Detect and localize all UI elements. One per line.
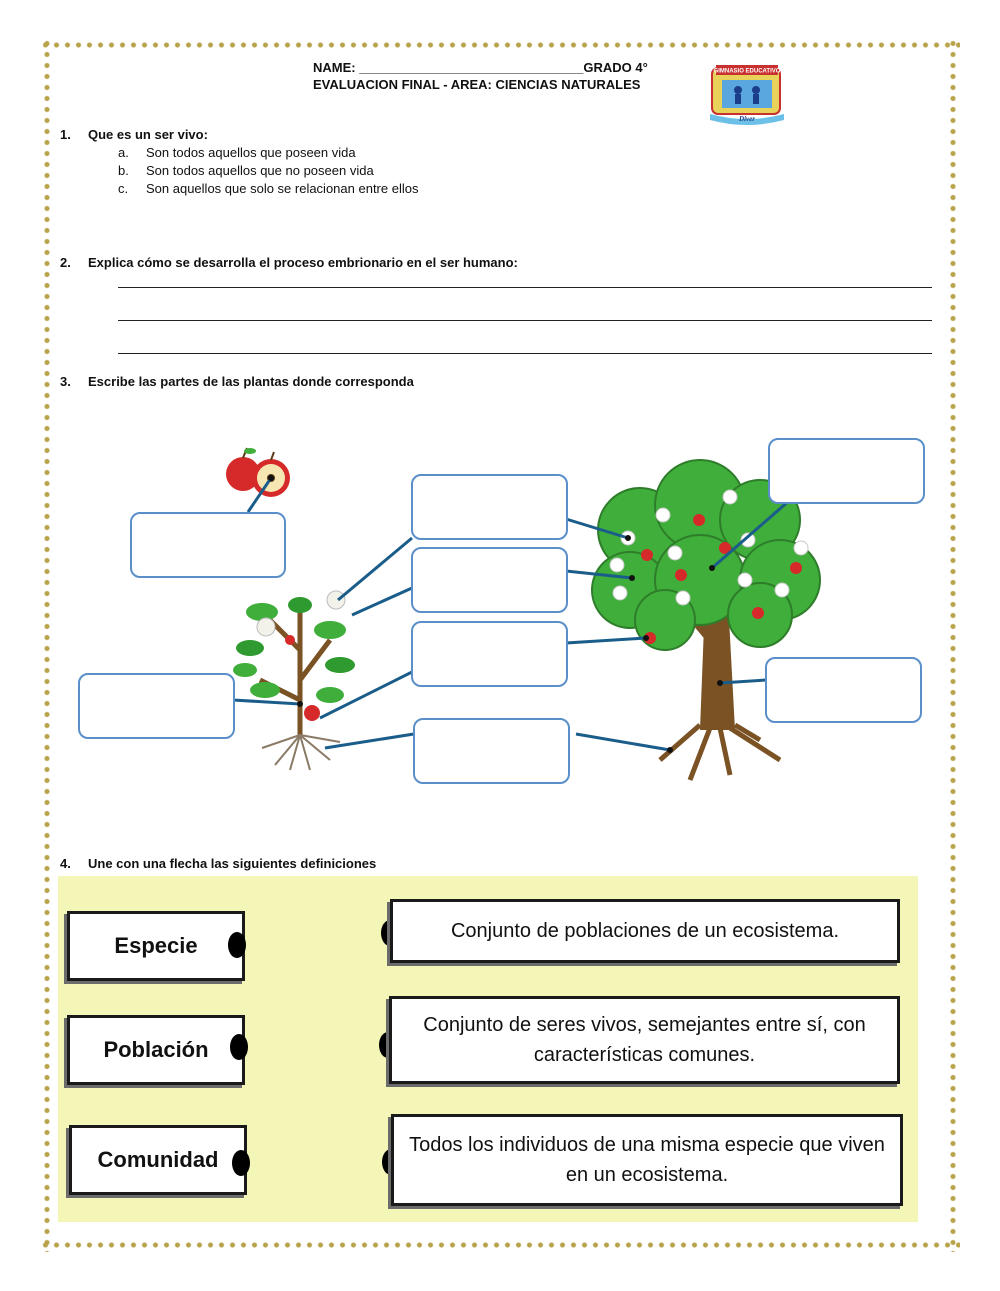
grade-label: GRADO 4° — [583, 60, 648, 75]
definition-3[interactable]: Todos los individuos de una misma especie que viven en un ecosistema. — [391, 1114, 903, 1206]
definition-1[interactable]: Conjunto de poblaciones de un ecosistema. — [390, 899, 900, 963]
plant-label-box-branch[interactable] — [768, 438, 925, 504]
q1-option-b-text[interactable]: Son todos aquellos que no poseen vida — [146, 163, 374, 178]
q1-option-b-letter: b. — [118, 163, 129, 178]
logo-text-top: GIMNASIO EDUCATIVO — [713, 68, 781, 75]
tree-illustration — [592, 460, 820, 780]
q2-number: 2. — [60, 255, 71, 270]
q1-option-a-text[interactable]: Son todos aquellos que poseen vida — [146, 145, 356, 160]
plant-label-box-3[interactable] — [411, 621, 568, 687]
q3-number: 3. — [60, 374, 71, 389]
term-especie-dot[interactable] — [228, 932, 246, 958]
term-poblacion-dot[interactable] — [230, 1034, 248, 1060]
plant-label-box-2[interactable] — [411, 547, 568, 613]
definition-2[interactable]: Conjunto de seres vivos, semejantes entre sí, con características comunes. — [389, 996, 900, 1084]
q1-option-a-letter: a. — [118, 145, 129, 160]
plant-label-box-trunk[interactable] — [765, 657, 922, 723]
plant-label-box-root[interactable] — [78, 673, 235, 739]
logo-text-bottom: Diver — [739, 115, 755, 123]
name-blank[interactable]: _______________________________ — [359, 60, 584, 75]
page-border-bottom — [40, 1238, 960, 1252]
apple-fruit-illustration — [226, 448, 290, 497]
q1-number: 1. — [60, 127, 71, 142]
term-comunidad-dot[interactable] — [232, 1150, 250, 1176]
plant-label-box-fruit[interactable] — [130, 512, 286, 578]
q1-question: Que es un ser vivo: — [88, 127, 208, 142]
q3-question: Escribe las partes de las plantas donde corresponda — [88, 374, 414, 389]
plant-label-box-4[interactable] — [413, 718, 570, 784]
name-label: NAME: — [313, 60, 356, 75]
q1-option-c-text[interactable]: Son aquellos que solo se relacionan entre ellos — [146, 181, 419, 196]
small-plant-illustration — [233, 591, 355, 770]
plant-label-box-1[interactable] — [411, 474, 568, 540]
term-especie[interactable]: Especie — [67, 911, 245, 981]
q2-question: Explica cómo se desarrolla el proceso embrionario en el ser humano: — [88, 255, 518, 270]
q1-option-c-letter: c. — [118, 181, 129, 196]
q4-number: 4. — [60, 856, 71, 871]
page-title: EVALUACION FINAL - AREA: CIENCIAS NATURALES — [313, 77, 641, 92]
q4-question: Une con una flecha las siguientes definiciones — [88, 856, 377, 871]
term-comunidad[interactable]: Comunidad — [69, 1125, 247, 1195]
term-poblacion[interactable]: Población — [67, 1015, 245, 1085]
